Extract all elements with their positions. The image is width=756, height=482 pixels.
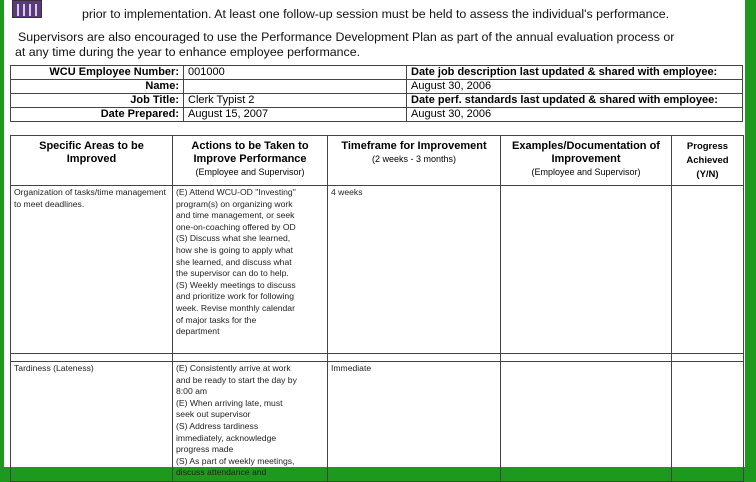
examples-cell: [501, 362, 672, 482]
header-actions: Actions to be Taken to Improve Performance (Employee and Supervisor): [173, 136, 328, 186]
actions-cell: (E) Consistently arrive at work and be ready to start the day by 8:00 am (E) When arriving late, must seek out supervisor (S) Address tardiness immediately, acknowledge progress made (S) As part of weekly meetings, discuss attendance and: [173, 362, 328, 482]
progress-cell: [672, 362, 744, 482]
employee-number-value: 001000: [184, 66, 407, 80]
header-examples: Examples/Documentation of Improvement (Employee and Supervisor): [501, 136, 672, 186]
actions-cell: (E) Attend WCU-OD "Investing" program(s) on organizing work and time management, or seek one-on-coaching offered by OD (S) Discuss what she learned, how she is going to apply what she learned, and discuss what the supervisor can do to help. (S) Weekly meetings to discuss and prioritize work for following week. Revise monthly calendar of major tasks for the department: [173, 186, 328, 354]
date-prepared-value: August 15, 2007: [184, 108, 407, 122]
university-logo: [12, 0, 42, 18]
area-cell: Organization of tasks/time management to meet deadlines.: [11, 186, 173, 354]
improvement-plan-table: [10, 135, 744, 482]
header-areas: Specific Areas to be Improved: [11, 136, 173, 186]
examples-cell: [501, 186, 672, 354]
intro-line-1: prior to implementation. At least one follow-up session must be held to assess the individual's performance.: [82, 7, 670, 21]
timeframe-cell: 4 weeks: [328, 186, 501, 354]
date-ps-value: August 30, 2006: [407, 108, 743, 122]
intro-line-2: Supervisors are also encouraged to use the Performance Development Plan as part of the annual evaluation process or: [18, 30, 675, 44]
document-page: [4, 0, 745, 478]
employee-info-table: [10, 65, 743, 122]
employee-number-label: WCU Employee Number:: [11, 66, 184, 80]
progress-cell: [672, 186, 744, 354]
date-jd-value: August 30, 2006: [407, 80, 743, 94]
date-prepared-label: Date Prepared:: [11, 108, 184, 122]
header-progress: Progress Achieved (Y/N): [672, 136, 744, 186]
date-jd-label: Date job description last updated & shared with employee:: [407, 66, 743, 80]
timeframe-cell: Immediate: [328, 362, 501, 482]
intro-line-3: at any time during the year to enhance employee performance.: [15, 45, 361, 59]
area-cell: Tardiness (Lateness): [11, 362, 173, 482]
table-row: [11, 186, 744, 354]
job-title-value: Clerk Typist 2: [184, 94, 407, 108]
date-ps-label: Date perf. standards last updated & shared with employee:: [407, 94, 743, 108]
name-value: [184, 80, 407, 94]
job-title-label: Job Title:: [11, 94, 184, 108]
table-row: [11, 362, 744, 482]
name-label: Name:: [11, 80, 184, 94]
header-timeframe: Timeframe for Improvement (2 weeks - 3 months): [328, 136, 501, 186]
